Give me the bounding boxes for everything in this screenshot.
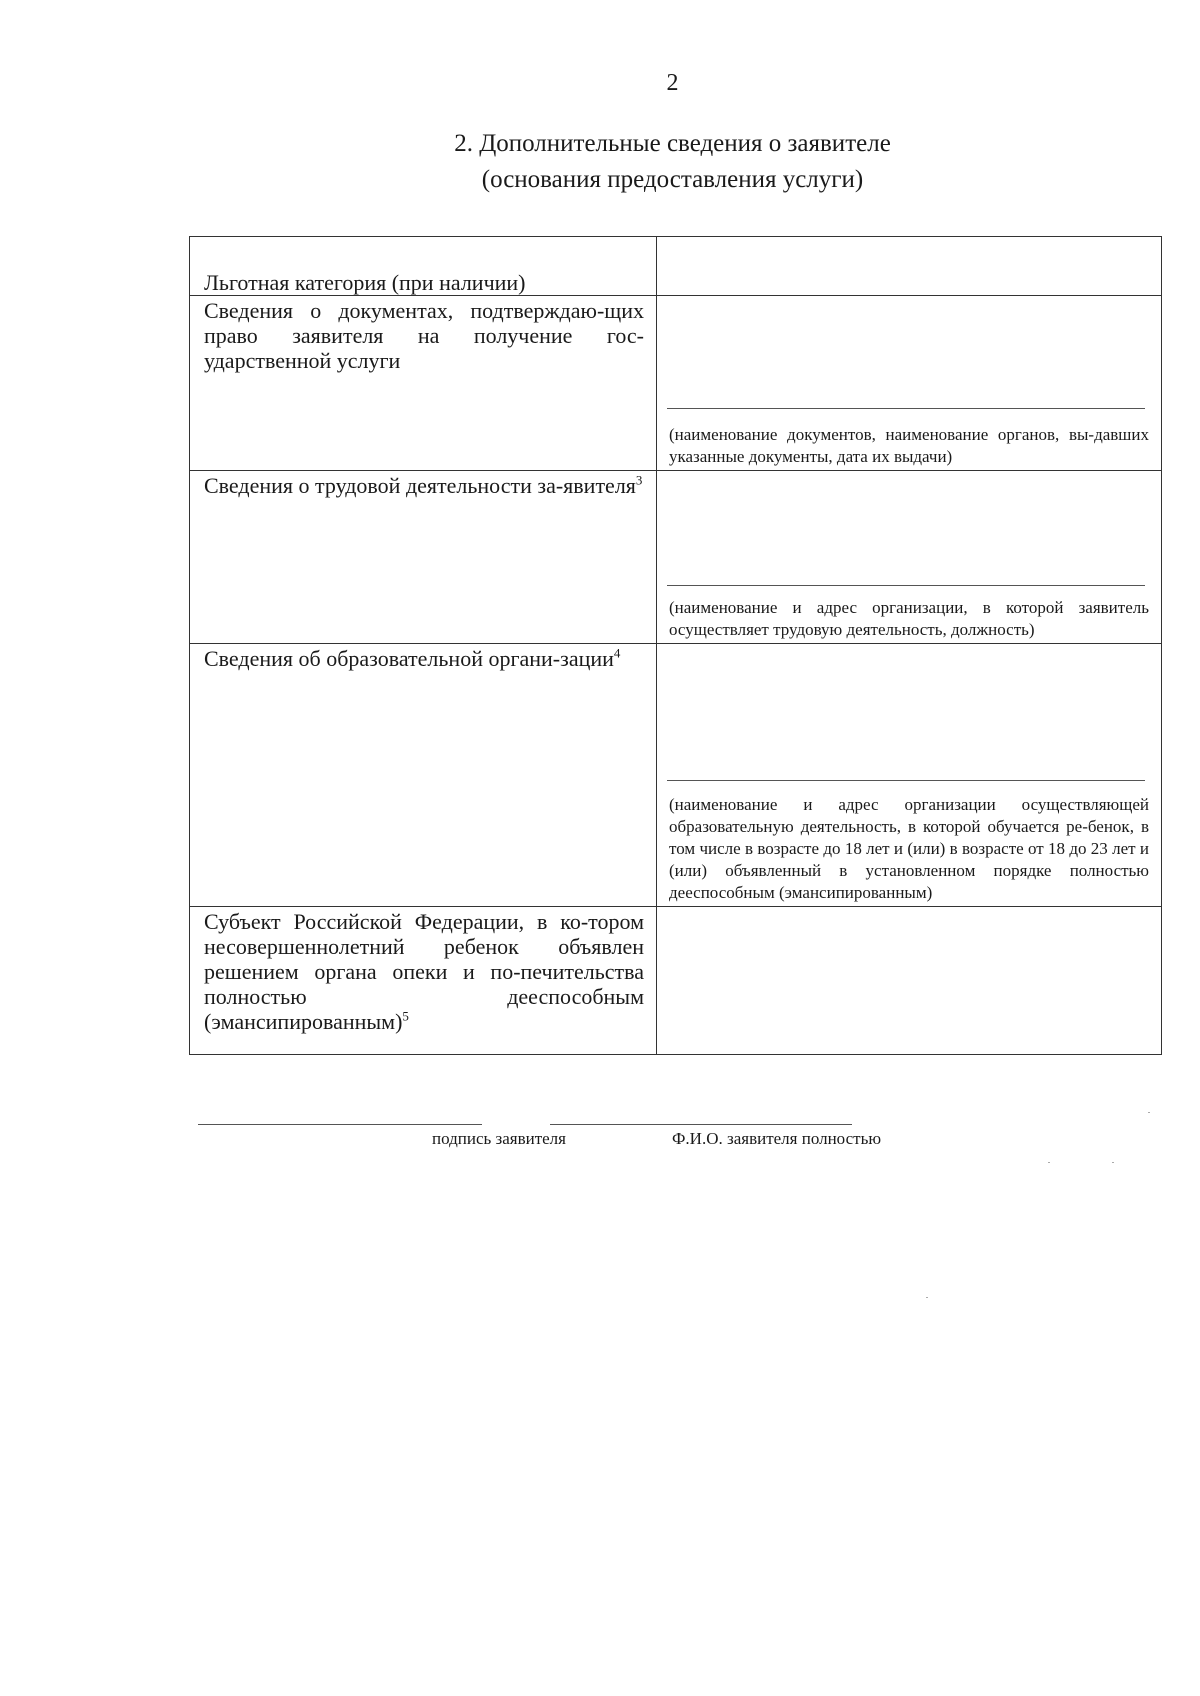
scan-speck xyxy=(1112,1162,1114,1163)
row-label: Сведения о документах, подтверждаю-щих право заявителя на получение гос-ударственной услуги xyxy=(204,298,644,373)
row-label: Льготная категория (при наличии) xyxy=(204,270,526,295)
scan-speck xyxy=(1048,1162,1050,1163)
scan-speck xyxy=(1148,1112,1150,1113)
fill-in-line xyxy=(667,408,1145,409)
footnote-mark: 4 xyxy=(613,645,621,661)
row-label: Сведения об образовательной органи-зации$^4$ xyxy=(204,645,621,671)
scan-speck xyxy=(926,1297,928,1298)
row-label-cell xyxy=(190,237,657,296)
footnote-mark: 5 xyxy=(402,1008,409,1024)
documents-field[interactable] xyxy=(657,296,1162,471)
row-label: Субъект Российской Федерации, в ко-тором несовершеннолетний ребенок объявлен решением органа опеки и по-печительства полностью дееспособным (эмансипированным)$^5$ xyxy=(204,909,644,1034)
footnote-mark: 3 xyxy=(635,472,643,488)
row-label-cell xyxy=(190,471,657,644)
benefit-category-field[interactable] xyxy=(657,237,1162,296)
federal-subject-field[interactable] xyxy=(657,907,1162,1055)
field-hint: (наименование документов, наименование органов, вы-давших указанные документы, дата их выдачи) xyxy=(669,425,1149,466)
row-label: Сведения о трудовой деятельности за-явителя$^3$ xyxy=(204,472,643,498)
table-row xyxy=(190,471,1162,644)
fill-in-line xyxy=(667,585,1145,586)
table-row xyxy=(190,644,1162,907)
row-label-cell xyxy=(190,644,657,907)
employment-field[interactable] xyxy=(657,471,1162,644)
section-title xyxy=(0,126,1200,198)
field-hint: (наименование и адрес организации осуществляющей образовательную деятельность, в которой обучается ре-бенок, в том числе в возрасте до 18 лет и (или) в возрасте от 18 до 23 лет и (или) объявленный в установленном порядке полностью дееспособным (эмансипированным) xyxy=(669,795,1149,902)
section-title-line-1: 2. Дополнительные сведения о заявителе xyxy=(454,130,891,157)
fill-in-line xyxy=(667,780,1145,781)
page-number: 2 xyxy=(666,70,679,96)
signature-line[interactable] xyxy=(198,1124,482,1125)
table-row xyxy=(190,907,1162,1055)
table-row xyxy=(190,237,1162,296)
field-hint: (наименование и адрес организации, в которой заявитель осуществляет трудовую деятельность, должность) xyxy=(669,598,1149,639)
table-row xyxy=(190,296,1162,471)
section-title-line-2: (основания предоставления услуги) xyxy=(481,166,864,193)
education-organization-field[interactable] xyxy=(657,644,1162,907)
signature-caption: подпись заявителя xyxy=(432,1129,566,1148)
row-label-cell xyxy=(190,296,657,471)
row-label-cell xyxy=(190,907,657,1055)
applicant-name-line[interactable] xyxy=(550,1124,852,1125)
applicant-name-caption: Ф.И.О. заявителя полностью xyxy=(672,1129,882,1148)
applicant-info-table xyxy=(189,236,1162,1055)
